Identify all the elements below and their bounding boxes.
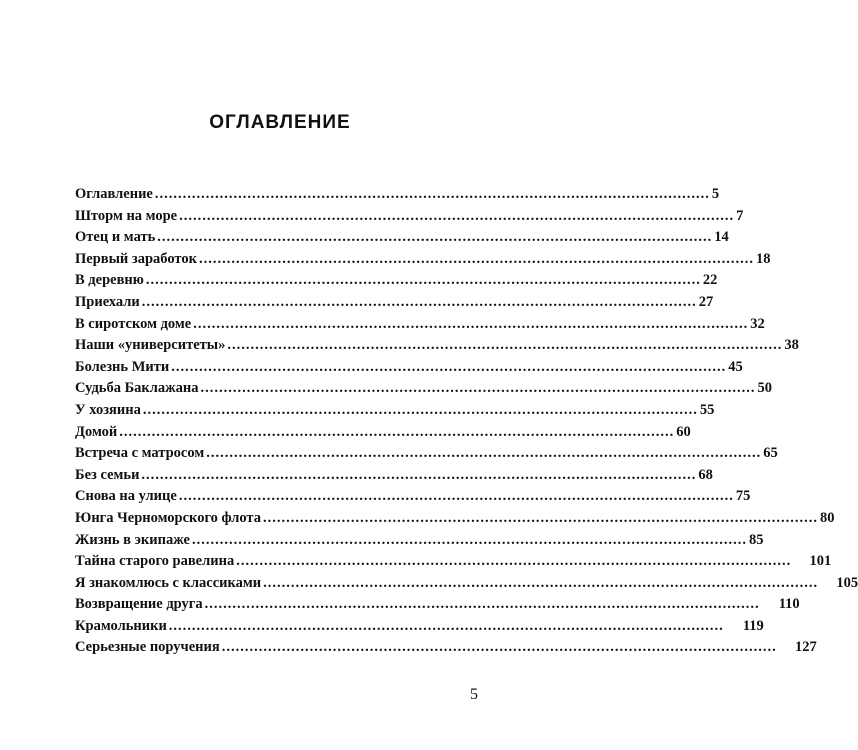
toc-entry-title: Тайна старого равелина [75,553,235,570]
dot-leader: ........................................................................................................................ [142,401,698,418]
toc-entry [75,465,713,487]
toc-entry-page: 85 [748,531,764,548]
dot-leader: ........................................................................................................................ [262,509,818,526]
toc-entry-page: 50 [757,380,773,397]
toc-entry-title: Шторм на море [75,207,178,224]
toc-entry [75,573,858,595]
toc-entry [75,530,764,552]
dot-leader: ........................................................................................................................ [193,315,749,332]
toc-entry [75,594,800,616]
toc-entry-page: 119 [742,617,764,634]
toc-entry-title: Домой [75,423,118,440]
toc-entry [75,443,778,465]
toc-entry-page: 127 [794,639,817,656]
toc-entry-page: 110 [778,596,800,613]
toc-entry [75,314,765,336]
toc-entry [75,206,744,228]
toc-entry [75,249,771,271]
toc-entry [75,184,720,206]
toc-entry [75,357,743,379]
toc-entry-page: 60 [676,423,691,440]
toc-entry-title: Болезнь Мити [75,358,170,375]
toc-entry-page: 22 [702,272,718,289]
dot-leader: ........................................................................................................................ [221,639,777,656]
toc-entry-page: 32 [750,315,765,332]
toc-entry-page: 68 [698,466,713,483]
dot-leader: ........................................................................................................................ [206,445,762,462]
toc-entry [75,508,835,530]
toc-entry-page: 80 [819,509,835,526]
toc-entry-page: 55 [699,401,715,418]
toc-entry-title: Первый заработок [75,250,197,267]
dot-leader: ........................................................................................................................ [204,596,760,613]
toc-entry-page: 14 [714,229,729,246]
toc-entry [75,227,729,249]
page-number: 5 [470,686,478,703]
dot-leader: ........................................................................................................................ [200,380,756,397]
dot-leader: ........................................................................................................................ [178,488,734,505]
toc-entry-title: Возвращение друга [75,596,203,613]
dot-leader: ........................................................................................................................ [157,229,713,246]
toc-entry-page: 18 [755,250,771,267]
dot-leader: ........................................................................................................................ [119,423,675,440]
toc-entry-title: Встреча с матросом [75,445,205,462]
dot-leader: ........................................................................................................................ [191,531,747,548]
toc-entry-page: 27 [698,293,714,310]
toc-entry [75,551,832,573]
toc-entry [75,378,773,400]
toc-entry-title: В деревню [75,272,144,289]
toc-entry [75,335,799,357]
toc-entry-title: Жизнь в экипаже [75,531,190,548]
dot-leader: ........................................................................................................................ [198,250,754,267]
toc-entry [75,486,751,508]
dot-leader: ........................................................................................................................ [141,466,697,483]
toc-entry-title: Серьезные поручения [75,639,220,656]
toc-entry-page: 75 [735,488,751,505]
toc-entry [75,400,715,422]
toc-entry-page: 105 [836,574,858,591]
toc-entry-title: Снова на улице [75,488,177,505]
toc-entry-title: Я знакомлюсь с классиками [75,574,262,591]
toc-entry-page: 38 [784,337,799,354]
toc-entry-title: Оглавление [75,186,153,202]
toc-entry-page: 7 [736,207,744,224]
dot-leader: ........................................................................................................................ [227,337,783,354]
toc-entry-title: Без семьи [75,466,140,483]
dot-leader: ........................................................................................................................ [168,617,724,634]
toc-entry-title: Юнга Черноморского флота [75,509,261,526]
dot-leader: ........................................................................................................................ [141,293,697,310]
dot-leader: ........................................................................................................................ [236,553,792,570]
toc-heading: ОГЛАВЛЕНИЕ [209,112,351,133]
toc-entry [75,292,714,314]
toc-entry-title: Отец и мать [75,229,156,246]
dot-leader: ........................................................................................................................ [179,207,735,224]
toc-entry-title: Наши «университеты» [75,337,226,354]
toc-entry-page: 65 [763,445,778,462]
table-of-contents [75,184,858,659]
toc-entry-title: В сиротском доме [75,315,192,332]
toc-entry-title: У хозяина [75,401,141,418]
toc-entry-title: Крамольники [75,617,167,634]
dot-leader: ........................................................................................................................ [263,574,819,591]
toc-entry-title: Судьба Баклажана [75,380,199,397]
dot-leader: ........................................................................................................................ [171,358,727,375]
toc-entry [75,422,691,444]
toc-entry [75,637,817,659]
toc-entry [75,616,764,638]
toc-entry-title: Приехали [75,293,140,310]
toc-entry-page: 45 [728,358,743,375]
toc-entry-page: 5 [711,186,720,202]
dot-leader: ........................................................................................................................ [145,272,701,289]
toc-entry [75,270,718,292]
dot-leader: ........................................................................................................................ [154,186,710,202]
toc-entry-page: 101 [809,553,832,570]
